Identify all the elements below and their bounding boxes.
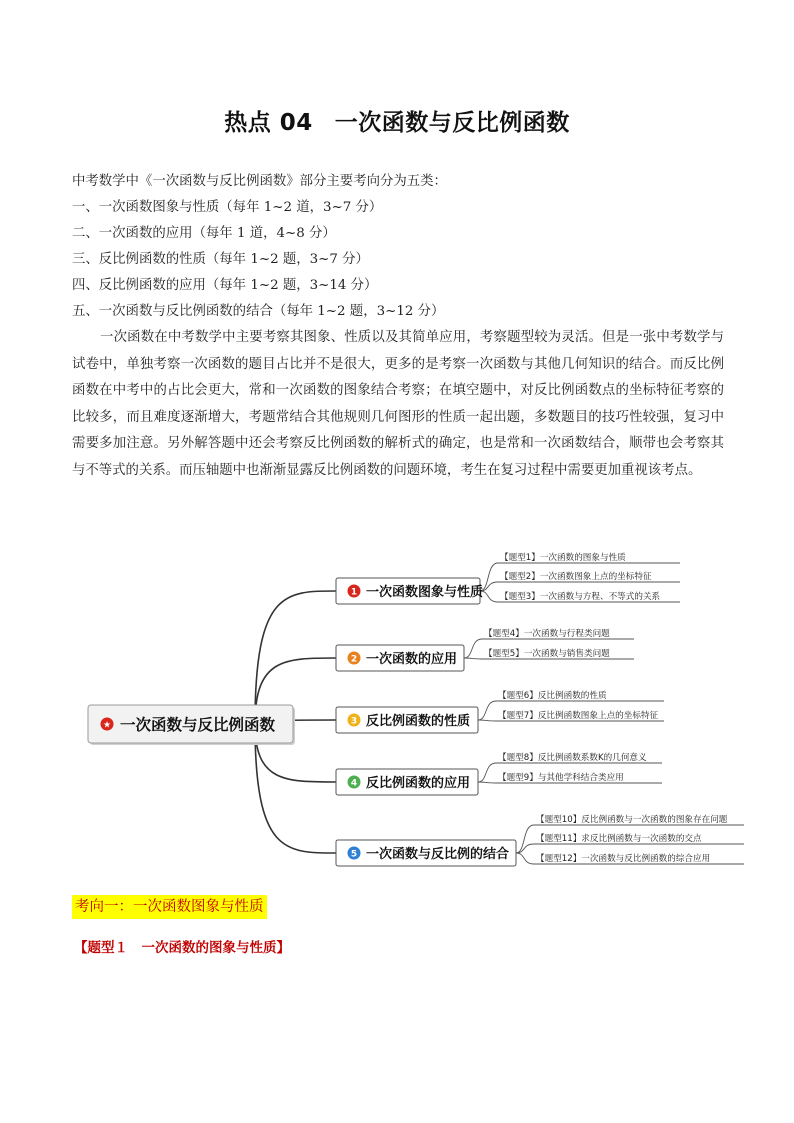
leaf-label: 【题型3】一次函数与方程、不等式的关系 <box>500 592 661 602</box>
leaf-label: 【题型6】反比例函数的性质 <box>498 691 607 701</box>
leaf-link <box>478 701 496 720</box>
leaf-label: 【题型2】一次函数图象上点的坐标特征 <box>500 572 652 582</box>
title-prefix: 热点 04 <box>224 110 313 136</box>
leaf-link <box>464 639 482 658</box>
section-heading: 考向一：一次函数图象与性质 <box>72 895 267 919</box>
mind-map <box>0 545 794 885</box>
branch-number: 3 <box>350 716 358 727</box>
overview-paragraph <box>72 325 724 485</box>
type-heading: 【题型１ 一次函数的图象与性质】 <box>74 940 290 956</box>
leaf-link <box>516 825 534 853</box>
page-title <box>0 104 794 137</box>
leaf-label: 【题型9】与其他学科结合类应用 <box>498 773 624 783</box>
branch-node <box>336 769 478 795</box>
intro-line: 四、反比例函数的应用（每年 1~2 题，3~14 分） <box>72 278 378 293</box>
branch-label: 一次函数图象与性质 <box>366 584 484 600</box>
branch-label: 一次函数的应用 <box>366 651 458 667</box>
leaf-label: 【题型1】一次函数的图象与性质 <box>500 553 626 563</box>
leaf-label: 【题型10】反比例函数与一次函数的图象存在问题 <box>536 815 728 825</box>
leaf-link <box>478 782 496 783</box>
branch-number: 2 <box>350 654 358 665</box>
intro-line: 五、一次函数与反比例函数的结合（每年 1~2 题，3~12 分） <box>72 304 445 319</box>
leaf-label: 【题型4】一次函数与行程类问题 <box>484 629 610 639</box>
intro-line: 中考数学中《一次函数与反比例函数》部分主要考向分为五类： <box>72 174 447 189</box>
leaf-link <box>516 853 534 864</box>
leaf-link <box>478 763 496 782</box>
root-node <box>88 705 295 745</box>
branch-node <box>336 578 483 604</box>
leaf-label: 【题型8】反比例函数系数K的几何意义 <box>498 753 647 763</box>
intro-line: 二、一次函数的应用（每年 1 道，4~8 分） <box>72 226 336 241</box>
leaf-link <box>478 720 496 721</box>
branch-number: 5 <box>350 849 358 860</box>
intro-line: 三、反比例函数的性质（每年 1~2 题，3~7 分） <box>72 252 369 267</box>
title-main: 一次函数与反比例函数 <box>334 110 570 136</box>
intro-line: 一、一次函数图象与性质（每年 1~2 道，3~7 分） <box>72 200 383 215</box>
branch-number: 4 <box>350 778 358 789</box>
branch-node <box>336 707 478 733</box>
root-label: 一次函数与反比例函数 <box>120 715 276 734</box>
intro-list <box>72 169 447 325</box>
leaf-label: 【题型5】一次函数与销售类问题 <box>484 649 610 659</box>
branch-label: 一次函数与反比例的结合 <box>366 846 510 862</box>
leaf-link <box>464 658 482 659</box>
leaf-label: 【题型11】求反比例函数与一次函数的交点 <box>536 834 702 844</box>
star-icon: ★ <box>102 720 112 731</box>
leaf-label: 【题型12】一次函数与反比例函数的综合应用 <box>536 854 711 864</box>
branch-label: 反比例函数的性质 <box>366 713 471 729</box>
leaf-label: 【题型7】反比例函数图象上点的坐标特征 <box>498 711 659 721</box>
branch-node <box>336 645 464 671</box>
branch-node <box>336 840 516 866</box>
branch-label: 反比例函数的应用 <box>366 775 471 791</box>
mind-map-nodes <box>88 551 728 866</box>
branch-number: 1 <box>350 587 358 598</box>
overview-text: 一次函数在中考数学中主要考察其图象、性质以及其简单应用，考察题型较为灵活。但是一张中考数学与试卷中，单独考察一次函数的题目占比并不是很大，更多的是考察一次函数与其他几何知识的结合。而反比例函数在中考中的占比会更大，常和一次函数的图象结合考察；在填空题中，对反比例函数点的坐标特征考察的比较多，而且难度逐渐增大，考题常结合其他规则几何图形的性质一起出题，多数题目的技巧性较强，复习中需要多加注意。另外解答题中还会考察反比例函数的解析式的确定，也是常和一次函数结合，顺带也会考察其与不等式的关系。而压轴题中也渐渐显露反比例函数的问题环境，考生在复习过程中需要更加重视该考点。 <box>72 330 724 478</box>
